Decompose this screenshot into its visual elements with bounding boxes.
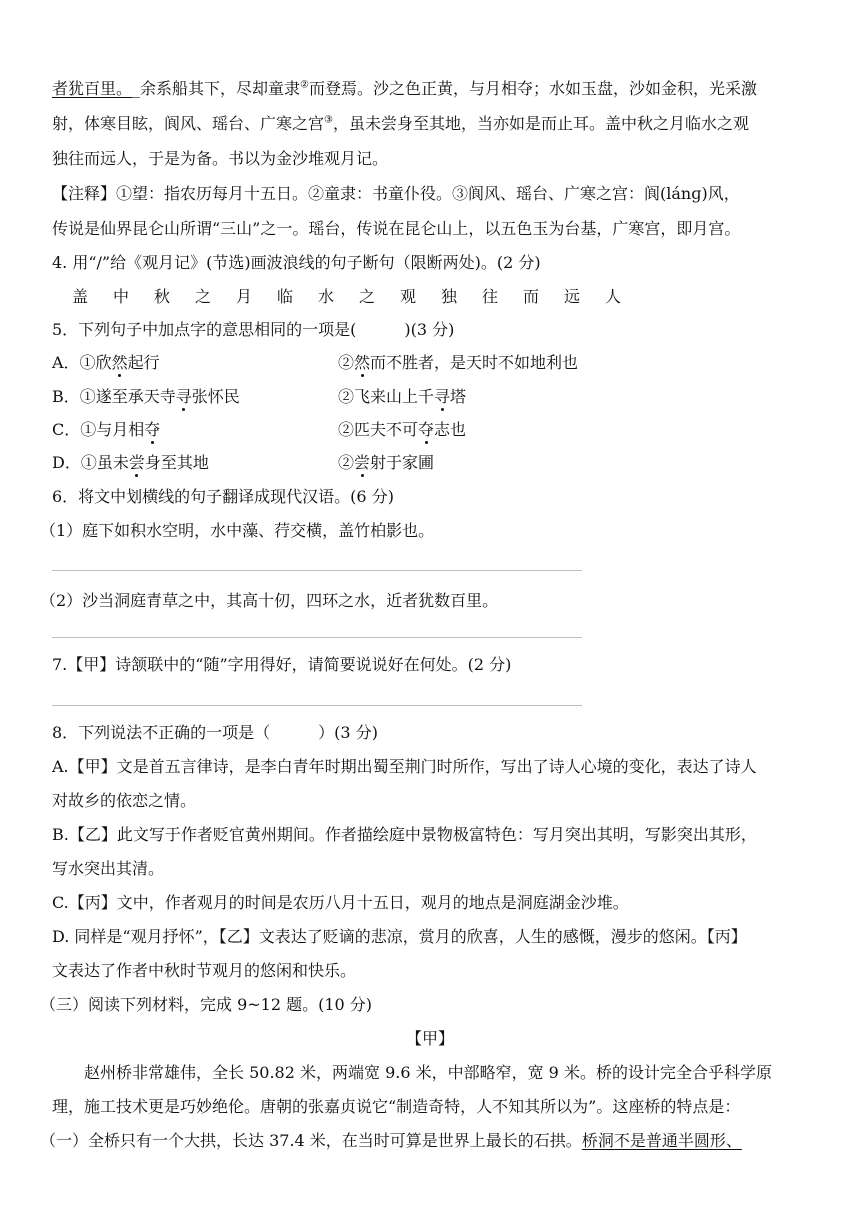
passage-text: （一）全桥只有一个大拱，长达 37.4 米，在当时可算是世界上最长的石拱。	[40, 1131, 582, 1150]
q8-option-d-cont: 文表达了作者中秋时节观月的悠闲和快乐。	[52, 961, 357, 980]
footnote-marker: ③	[324, 114, 333, 126]
question-6: 6．将文中划横线的句子翻译成现代汉语。(6 分)	[52, 487, 394, 506]
option-text: ②	[338, 353, 355, 372]
dotted-char: 夺	[144, 420, 161, 439]
option-text: ②匹夫不可	[338, 420, 419, 439]
dotted-char: 然	[111, 353, 128, 372]
question-6-1: （1）庭下如积水空明，水中藻、荇交横，盖竹柏影也。	[40, 521, 435, 540]
annotation-line: 【注释】①望：指农历每月十五日。②童隶：书童仆役。③阆风、瑶台、广寒之宫：阆(lánɡ)风，	[52, 184, 740, 203]
question-7: 7.【甲】诗颔联中的“随”字用得好，请简要说说好在何处。(2 分)	[52, 655, 512, 674]
option-second-part	[338, 384, 466, 410]
option-text: 起行	[127, 353, 160, 372]
option-second-part	[338, 350, 578, 376]
dotted-char: 寻	[175, 387, 192, 406]
annotation-line: 传说是仙界昆仑山所谓“三山”之一。瑶台，传说在昆仑山上，以五色玉为台基，广寒宫，即月宫。	[52, 219, 741, 238]
char: 之	[195, 287, 212, 306]
answer-line[interactable]	[52, 705, 582, 706]
passage-text: 射，体寒目眩，阆风、瑶台、广寒之宫	[52, 114, 325, 133]
question-8: 8．下列说法不正确的一项是（ ）(3 分)	[52, 723, 378, 742]
q8-option-a-cont: 对故乡的依恋之情。	[52, 791, 197, 810]
section-heading: （三）阅读下列材料，完成 9~12 题。(10 分)	[40, 995, 373, 1014]
char: 远	[564, 287, 581, 306]
char: 独	[441, 287, 458, 306]
char: 秋	[154, 287, 171, 306]
option-text: 欣	[95, 353, 112, 372]
passage-paragraph-line: 赵州桥非常雄伟，全长 50.82 米，两端宽 9.6 米，中部略窄，宽 9 米。桥的设计完全合乎科学原	[52, 1063, 772, 1082]
footnote-marker: ②	[300, 79, 309, 91]
char: 盖	[72, 287, 89, 306]
option-text: 而不胜者，是天时不如地利也	[370, 353, 579, 372]
option-label: A．①	[52, 353, 96, 372]
char: 月	[236, 287, 253, 306]
q8-option-d: D. 同样是“观月抒怀”，【乙】文表达了贬谪的悲凉，赏月的欣喜，人生的感慨，漫步的悠闲。【丙】	[52, 927, 747, 946]
option-text: 身至其地	[144, 453, 209, 472]
option-text: 与月相	[96, 420, 145, 439]
question-5: 5．下列句子中加点字的意思相同的一项是( )(3 分)	[52, 320, 455, 339]
dotted-char: 夺	[418, 420, 435, 439]
option-label: B．①	[52, 387, 96, 406]
option-d	[52, 450, 808, 476]
passage-line	[52, 111, 808, 137]
option-label: D．①	[52, 453, 97, 472]
underlined-sentence-end: 者犹百里。	[52, 79, 133, 98]
q8-option-b-cont: 写水突出其清。	[52, 859, 165, 878]
passage-text: 而登焉。沙之色正黄，与月相夺；水如玉盘，沙如金积，光采激	[309, 79, 758, 98]
dotted-char: 尝	[354, 453, 371, 472]
option-text: 张怀民	[191, 387, 240, 406]
option-text: ②飞来山上千	[338, 387, 435, 406]
passage-line	[52, 76, 808, 102]
char: 之	[359, 287, 376, 306]
char: 而	[523, 287, 540, 306]
passage-paragraph-line	[40, 1128, 808, 1154]
q8-option-c: C.【丙】文中，作者观月的时间是农历八月十五日，观月的地点是洞庭湖金沙堆。	[52, 893, 629, 912]
char: 临	[277, 287, 294, 306]
question-4: 4. 用“/”给《观月记》(节选)画波浪线的句子断句（限断两处)。(2 分)	[52, 253, 541, 272]
option-text: 塔	[450, 387, 467, 406]
answer-line[interactable]	[52, 637, 582, 638]
passage-text: ，虽未尝身至其地，当亦如是而止耳。盖中秋之月临水之观	[332, 114, 749, 133]
option-text: 射于家圃	[370, 453, 435, 472]
passage-label: 【甲】	[405, 1029, 454, 1048]
q8-option-b: B.【乙】此文写于作者贬官黄州期间。作者描绘庭中景物极富特色：写月突出其明，写影突出其形，	[52, 825, 757, 844]
passage-line: 独往而远人，于是为备。书以为金沙堆观月记。	[52, 149, 389, 168]
char: 中	[113, 287, 130, 306]
option-c	[52, 417, 808, 443]
dotted-char: 然	[354, 353, 371, 372]
char: 人	[605, 287, 622, 306]
passage-paragraph-line: 理，施工技术更是巧妙绝伦。唐朝的张嘉贞说它“制造奇特，人不知其所以为”。这座桥的特点是：	[52, 1097, 741, 1116]
underlined-sentence: 桥洞不是普通半圆形、	[581, 1131, 742, 1150]
option-text: ②	[338, 453, 355, 472]
passage-text: _余系船其下，尽却童隶	[132, 79, 301, 98]
char: 水	[318, 287, 335, 306]
sentence-to-punctuate	[72, 284, 808, 310]
option-second-part	[338, 450, 434, 476]
option-b	[52, 384, 808, 410]
char: 往	[482, 287, 499, 306]
option-text: 志也	[434, 420, 467, 439]
option-text: 遂至承天寺	[95, 387, 176, 406]
option-text: 虽未	[96, 453, 129, 472]
question-6-2: （2）沙当洞庭青草之中，其高十仞，四环之水，近者犹数百里。	[40, 591, 499, 610]
option-label: C．①	[52, 420, 97, 439]
dotted-char: 尝	[128, 453, 145, 472]
answer-line[interactable]	[52, 570, 582, 571]
dotted-char: 寻	[434, 387, 451, 406]
option-a	[52, 350, 808, 376]
char: 观	[400, 287, 417, 306]
q8-option-a: A.【甲】文是首五言律诗，是李白青年时期出蜀至荆门时所作，写出了诗人心境的变化，表达了诗人	[52, 757, 757, 776]
option-second-part	[338, 417, 466, 443]
